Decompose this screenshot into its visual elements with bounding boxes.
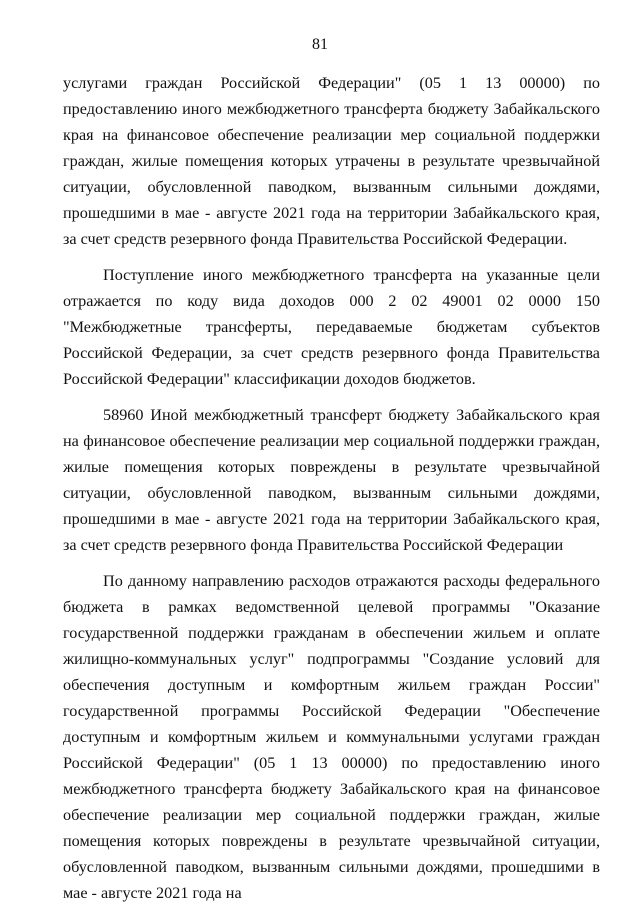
document-body — [63, 70, 600, 916]
paragraph-income-code: Поступление иного межбюджетного трансферта на указанные цели отражается по коду вида доходов 000 2 02 49001 02 0000 150 "Межбюджетные трансферты, передаваемые бюджетам субъектов Российской Федерации, за счет средств резервного фонда Правительства Российской Федерации" классификации доходов бюджетов. — [63, 266, 600, 388]
paragraph-58960-heading: 58960 Иной межбюджетный трансферт бюджету Забайкальского края на финансовое обеспечение реализации мер социальной поддержки граждан, жилые помещения которых повреждены в результате чрезвычайной ситуации, обусловленной паводком, вызванным сильными дождями, прошедшими в мае - августе 2021 года на территории Забайкальского края, за счет средств резервного фонда Правительства Российской Федерации — [63, 406, 600, 554]
page-number: 81 — [312, 36, 328, 53]
paragraph-continuation: услугами граждан Российской Федерации" (05 1 13 00000) по предоставлению иного межбюджетного трансферта бюджету Забайкальского края на финансовое обеспечение реализации мер социальной поддержки граждан, жилые помещения которых утрачены в результате чрезвычайной ситуации, обусловленной паводком, вызванным сильными дождями, прошедшими в мае - августе 2021 года на территории Забайкальского края, за счет средств резервного фонда Правительства Российской Федерации. — [63, 74, 600, 248]
paragraph-expenses-description: По данному направлению расходов отражаются расходы федерального бюджета в рамках ведомственной целевой программы "Оказание государственной поддержки гражданам в обеспечении жильем и оплате жилищно-коммунальных услуг" подпрограммы "Создание условий для обеспечения доступным и комфортным жильем граждан России" государственной программы Российской Федерации "Обеспечение доступным и комфортным жильем и коммунальными услугами граждан Российской Федерации" (05 1 13 00000) по предоставлению иного межбюджетного трансферта бюджету Забайкальского края на финансовое обеспечение реализации мер социальной поддержки граждан, жилые помещения которых повреждены в результате чрезвычайной ситуации, обусловленной паводком, вызванным сильными дождями, прошедшими в мае - августе 2021 года на — [63, 572, 600, 902]
